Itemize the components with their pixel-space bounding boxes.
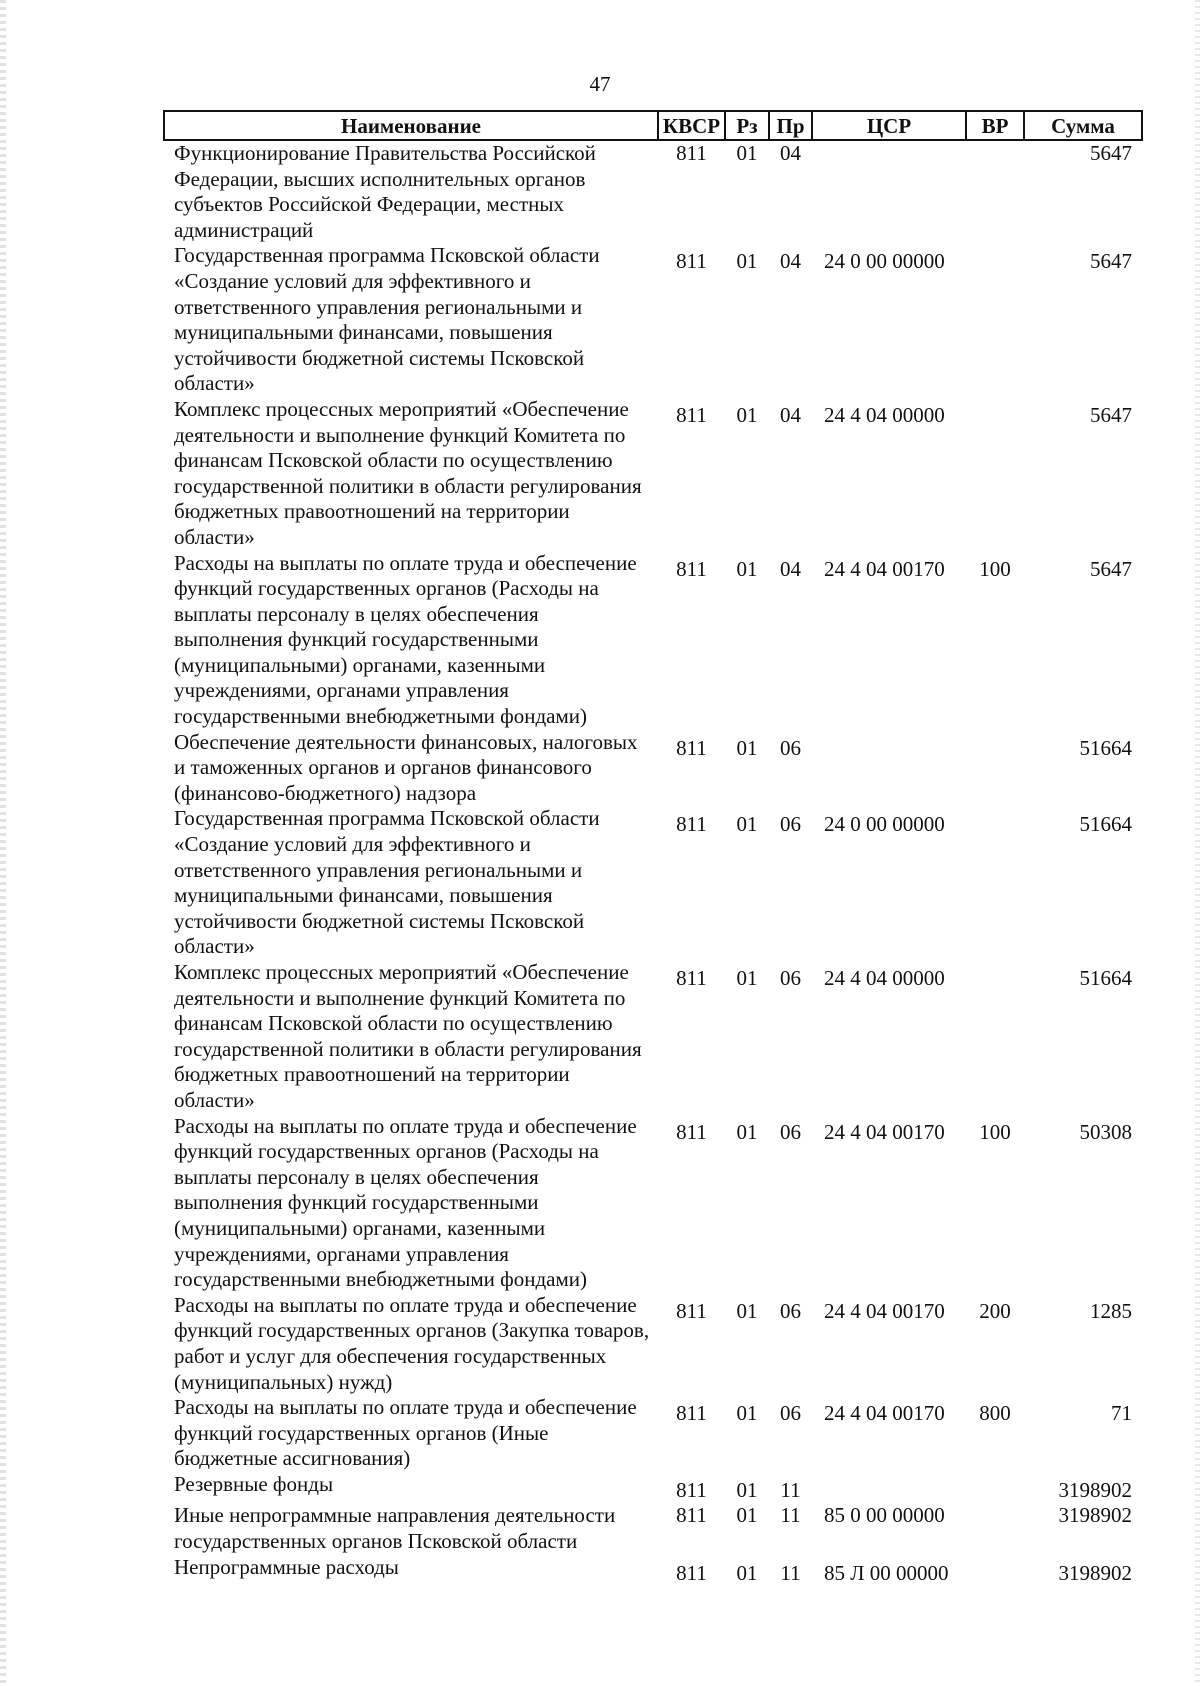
header-vr: ВР: [966, 111, 1024, 140]
row-rz: 01: [736, 556, 758, 581]
row-name: Обеспечение деятельности финансовых, налоговых и таможенных органов и органов финансового (финансово-бюджетного) надзора: [174, 729, 638, 805]
row-csr: 85 0 00 00000: [824, 1503, 945, 1528]
row-name: Функционирование Правительства Российской Федерации, высших исполнительных органов субъектов Российской Федерации, местных администраций: [174, 141, 596, 242]
row-pr: 06: [780, 735, 801, 760]
row-vr: [966, 730, 1024, 807]
table-row: [164, 397, 1142, 551]
row-csr: 85 Л 00 00000: [824, 1560, 949, 1585]
row-pr: 06: [780, 1119, 801, 1144]
row-name: Комплекс процессных мероприятий «Обеспечение деятельности и выполнение функций Комитета по финансам Псковской области по осуществлению государственной политики в области регулирования бюджетных правоотношений на территории области»: [174, 396, 642, 549]
row-csr: [812, 1472, 966, 1504]
table-row: [164, 960, 1142, 1114]
row-name: Расходы на выплаты по оплате труда и обеспечение функций государственных органов (Иные бюджетные ассигнования): [174, 1395, 637, 1471]
row-sum: 5647: [1090, 141, 1132, 165]
row-rz: 01: [736, 1401, 758, 1426]
row-kvsr: 811: [676, 1560, 707, 1585]
scan-edge-right: [1195, 0, 1200, 1686]
row-rz: 01: [736, 1560, 758, 1585]
row-csr: 24 4 04 00000: [824, 966, 945, 990]
table-row: [164, 730, 1142, 807]
row-pr: 11: [780, 1477, 801, 1502]
row-vr: [966, 397, 1024, 551]
row-sum: 51664: [1079, 966, 1132, 990]
row-kvsr: 811: [676, 1119, 707, 1144]
row-vr: 800: [979, 1401, 1011, 1426]
row-sum: 5647: [1090, 556, 1132, 581]
row-kvsr: 811: [676, 735, 707, 760]
row-pr: 04: [780, 249, 801, 274]
row-vr: 100: [979, 1119, 1011, 1144]
table-row: [164, 1555, 1142, 1587]
row-sum: 5647: [1090, 249, 1132, 274]
row-vr: [966, 1503, 1024, 1554]
header-pr: Пр: [769, 111, 812, 140]
table-row: [164, 243, 1142, 397]
row-name: Непрограммные расходы: [174, 1554, 399, 1579]
table-row: [164, 1503, 1142, 1554]
row-vr: [966, 806, 1024, 960]
row-rz: 01: [736, 1477, 758, 1502]
header-rz: Рз: [725, 111, 769, 140]
row-vr: [966, 243, 1024, 397]
row-name: Иные непрограммные направления деятельности государственных органов Псковской области: [174, 1503, 616, 1554]
row-rz: 01: [736, 1503, 758, 1528]
row-csr: 24 4 04 00170: [824, 1298, 945, 1323]
row-sum: 1285: [1090, 1298, 1132, 1323]
row-pr: 11: [780, 1503, 801, 1528]
row-csr: 24 0 00 00000: [824, 812, 945, 837]
table-row: [164, 140, 1142, 243]
row-sum: 3198902: [1058, 1560, 1132, 1585]
row-pr: 11: [780, 1560, 801, 1585]
budget-table: [163, 110, 1143, 1586]
row-pr: 06: [780, 966, 801, 990]
row-kvsr: 811: [676, 556, 707, 581]
row-vr: [966, 140, 1024, 243]
row-rz: 01: [736, 141, 758, 165]
page-number-text: 47: [589, 72, 611, 96]
header-kvsr: КВСР: [658, 111, 725, 140]
row-sum: 3198902: [1058, 1477, 1132, 1502]
row-sum: 50308: [1079, 1119, 1132, 1144]
row-name: Комплекс процессных мероприятий «Обеспечение деятельности и выполнение функций Комитета по финансам Псковской области по осуществлению государственной политики в области регулирования бюджетных правоотношений на территории области»: [174, 960, 642, 1112]
row-name: Расходы на выплаты по оплате труда и обеспечение функций государственных органов (Закупка товаров, работ и услуг для обеспечения государственных (муниципальных) нужд): [174, 1292, 650, 1394]
row-sum: 71: [1111, 1401, 1132, 1426]
row-rz: 01: [736, 812, 758, 837]
row-rz: 01: [736, 1119, 758, 1144]
row-kvsr: 811: [676, 141, 707, 165]
row-pr: 06: [780, 1401, 801, 1426]
row-name: Расходы на выплаты по оплате труда и обеспечение функций государственных органов (Расходы на выплаты персоналу в целях обеспечения выполнения функций государственными (муниципальными) органами, казенными учреждениями, органами управления государственными внебюджетными фондами): [174, 1113, 637, 1292]
row-kvsr: 811: [676, 1477, 707, 1502]
row-pr: 04: [780, 402, 801, 427]
row-vr: [966, 960, 1024, 1114]
row-kvsr: 811: [676, 1298, 707, 1323]
row-kvsr: 811: [676, 812, 707, 837]
row-csr: 24 0 00 00000: [824, 249, 945, 274]
row-kvsr: 811: [676, 966, 707, 990]
row-name: Расходы на выплаты по оплате труда и обеспечение функций государственных органов (Расходы на выплаты персоналу в целях обеспечения выполнения функций государственными (муниципальными) органами, казенными учреждениями, органами управления государственными внебюджетными фондами): [174, 550, 637, 729]
row-name: Государственная программа Псковской области «Создание условий для эффективного и ответственного управления региональными и муниципальными финансами, повышения устойчивости бюджетной системы Псковской области»: [174, 806, 600, 959]
row-rz: 01: [736, 402, 758, 427]
row-rz: 01: [736, 966, 758, 990]
row-kvsr: 811: [676, 1401, 707, 1426]
row-pr: 04: [780, 141, 801, 165]
row-sum: 51664: [1079, 735, 1132, 760]
row-sum: 51664: [1079, 812, 1132, 837]
table-row: [164, 1395, 1142, 1472]
header-sum: Сумма: [1024, 111, 1142, 140]
row-csr: 24 4 04 00170: [824, 556, 945, 581]
row-kvsr: 811: [676, 402, 707, 427]
row-csr: [812, 140, 966, 243]
row-name: Резервные фонды: [174, 1471, 334, 1496]
table-row: [164, 1472, 1142, 1504]
scan-edge-left: [0, 0, 6, 1686]
row-sum: 3198902: [1058, 1503, 1132, 1528]
row-rz: 01: [736, 735, 758, 760]
table-row: [164, 806, 1142, 960]
table-header-row: [164, 111, 1142, 140]
row-rz: 01: [736, 1298, 758, 1323]
row-pr: 06: [780, 1298, 801, 1323]
row-sum: 5647: [1090, 402, 1132, 427]
row-vr: 200: [979, 1298, 1011, 1323]
row-kvsr: 811: [676, 1503, 707, 1528]
header-csr: ЦСР: [812, 111, 966, 140]
table-row: [164, 551, 1142, 730]
table-row: [164, 1293, 1142, 1395]
row-rz: 01: [736, 249, 758, 274]
row-vr: [966, 1472, 1024, 1504]
page-number: [0, 72, 1200, 97]
row-csr: [812, 730, 966, 807]
row-pr: 06: [780, 812, 801, 837]
row-pr: 04: [780, 556, 801, 581]
row-vr: [966, 1555, 1024, 1587]
header-name: Наименование: [164, 111, 658, 140]
row-csr: 24 4 04 00170: [824, 1119, 945, 1144]
row-csr: 24 4 04 00170: [824, 1401, 945, 1426]
row-csr: 24 4 04 00000: [824, 402, 945, 427]
row-kvsr: 811: [676, 249, 707, 274]
row-vr: 100: [979, 556, 1011, 581]
row-name: Государственная программа Псковской области «Создание условий для эффективного и ответственного управления региональными и муниципальными финансами, повышения устойчивости бюджетной системы Псковской области»: [174, 243, 600, 396]
table-row: [164, 1114, 1142, 1293]
